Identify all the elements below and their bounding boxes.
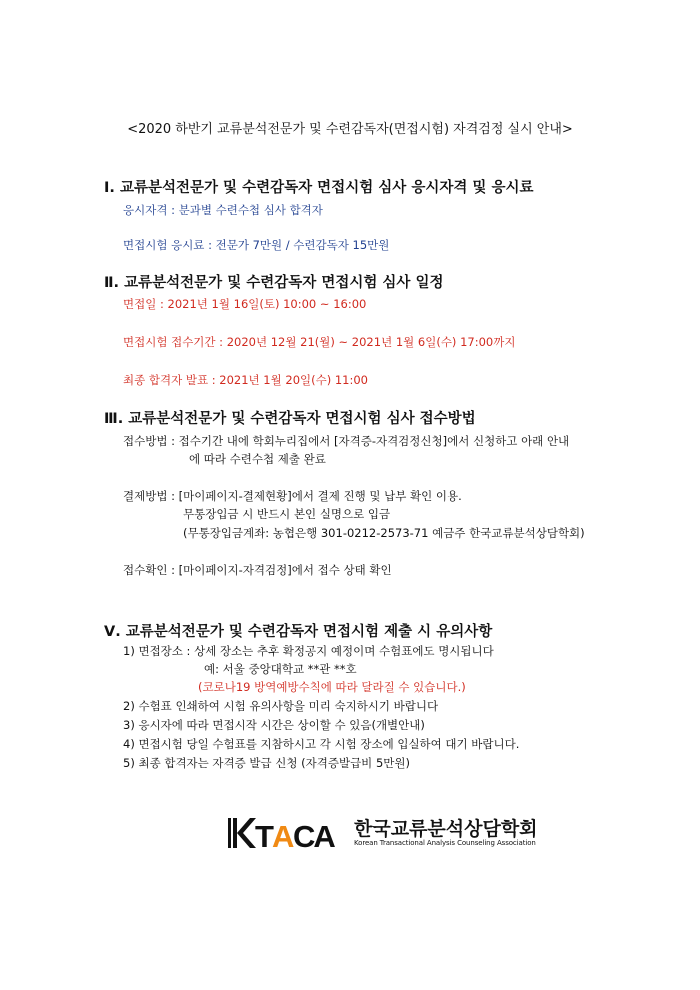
section-3-heading: Ⅲ. 교류분석전문가 및 수련감독자 면접시험 심사 접수방법 <box>104 411 476 427</box>
section-1-line-qualification: 응시자격 : 분과별 수련수첩 심사 합격자 <box>123 203 323 217</box>
section-5-heading: Ⅴ. 교류분석전문가 및 수련감독자 면접시험 제출 시 유의사항 <box>104 624 493 640</box>
section-2-line-announcement: 최종 합격자 발표 : 2021년 1월 20일(수) 11:00 <box>123 373 368 387</box>
svg-text:T: T <box>255 819 272 851</box>
section-5-line-3: 3) 응시자에 따라 면접시작 시간은 상이할 수 있음(개별안내) <box>123 718 425 732</box>
section-1-line-fee: 면접시험 응시료 : 전문가 7만원 / 수련감독자 15만원 <box>123 238 390 252</box>
section-3-line-account: (무통장입금계좌: 농협은행 301-0212-2573-71 예금주 한국교류분석상담학회) <box>183 526 585 540</box>
page-title: <2020 하반기 교류분석전문가 및 수련감독자(면접시험) 자격검정 실시 안내> <box>127 122 573 137</box>
org-name-english: Korean Transactional Analysis Counseling Association <box>354 839 536 847</box>
section-2-line-interview-date: 면접일 : 2021년 1월 16일(토) 10:00 ~ 16:00 <box>123 297 367 311</box>
org-name-korean: 한국교류분석상담학회 <box>354 818 538 840</box>
section-5-line-1: 1) 면접장소 : 상세 장소는 추후 확정공지 예정이며 수험표에도 명시됩니다 <box>123 644 494 658</box>
svg-text:CA: CA <box>293 819 334 851</box>
section-3-line-confirm: 접수확인 : [마이페이지-자격검정]에서 접수 상태 확인 <box>123 563 392 577</box>
section-3-line-method: 접수방법 : 접수기간 내에 학회누리집에서 [자격증-자격검정신청]에서 신청하고 아래 안내 <box>123 434 570 448</box>
section-5-line-1-covid-note: (코로나19 방역예방수칙에 따라 달라질 수 있습니다.) <box>198 680 466 694</box>
section-5-line-4: 4) 면접시험 당일 수험표를 지참하시고 각 시험 장소에 입실하여 대기 바랍니다. <box>123 737 520 751</box>
section-2-heading: Ⅱ. 교류분석전문가 및 수련감독자 면접시험 심사 일정 <box>104 275 444 291</box>
section-1-heading: Ⅰ. 교류분석전문가 및 수련감독자 면접시험 심사 응시자격 및 응시료 <box>104 180 534 196</box>
section-3-line-deposit-note: 무통장입금 시 반드시 본인 실명으로 입금 <box>183 507 391 521</box>
ktaca-logo-mark <box>226 815 346 851</box>
section-3-line-method-cont: 에 따라 수련수첩 제출 완료 <box>189 452 326 466</box>
section-5-line-1-example: 예: 서울 중앙대학교 **관 **호 <box>204 662 357 676</box>
svg-text:A: A <box>272 819 293 851</box>
section-3-line-payment: 결제방법 : [마이페이지-결제현황]에서 결제 진행 및 납부 확인 이용. <box>123 489 462 503</box>
section-5-line-5: 5) 최종 합격자는 자격증 발급 신청 (자격증발급비 5만원) <box>123 756 410 770</box>
section-2-line-application-period: 면접시험 접수기간 : 2020년 12월 21(월) ~ 2021년 1월 6일(수) 17:00까지 <box>123 335 516 349</box>
section-5-line-2: 2) 수험표 인쇄하여 시험 유의사항을 미리 숙지하시기 바랍니다 <box>123 699 439 713</box>
